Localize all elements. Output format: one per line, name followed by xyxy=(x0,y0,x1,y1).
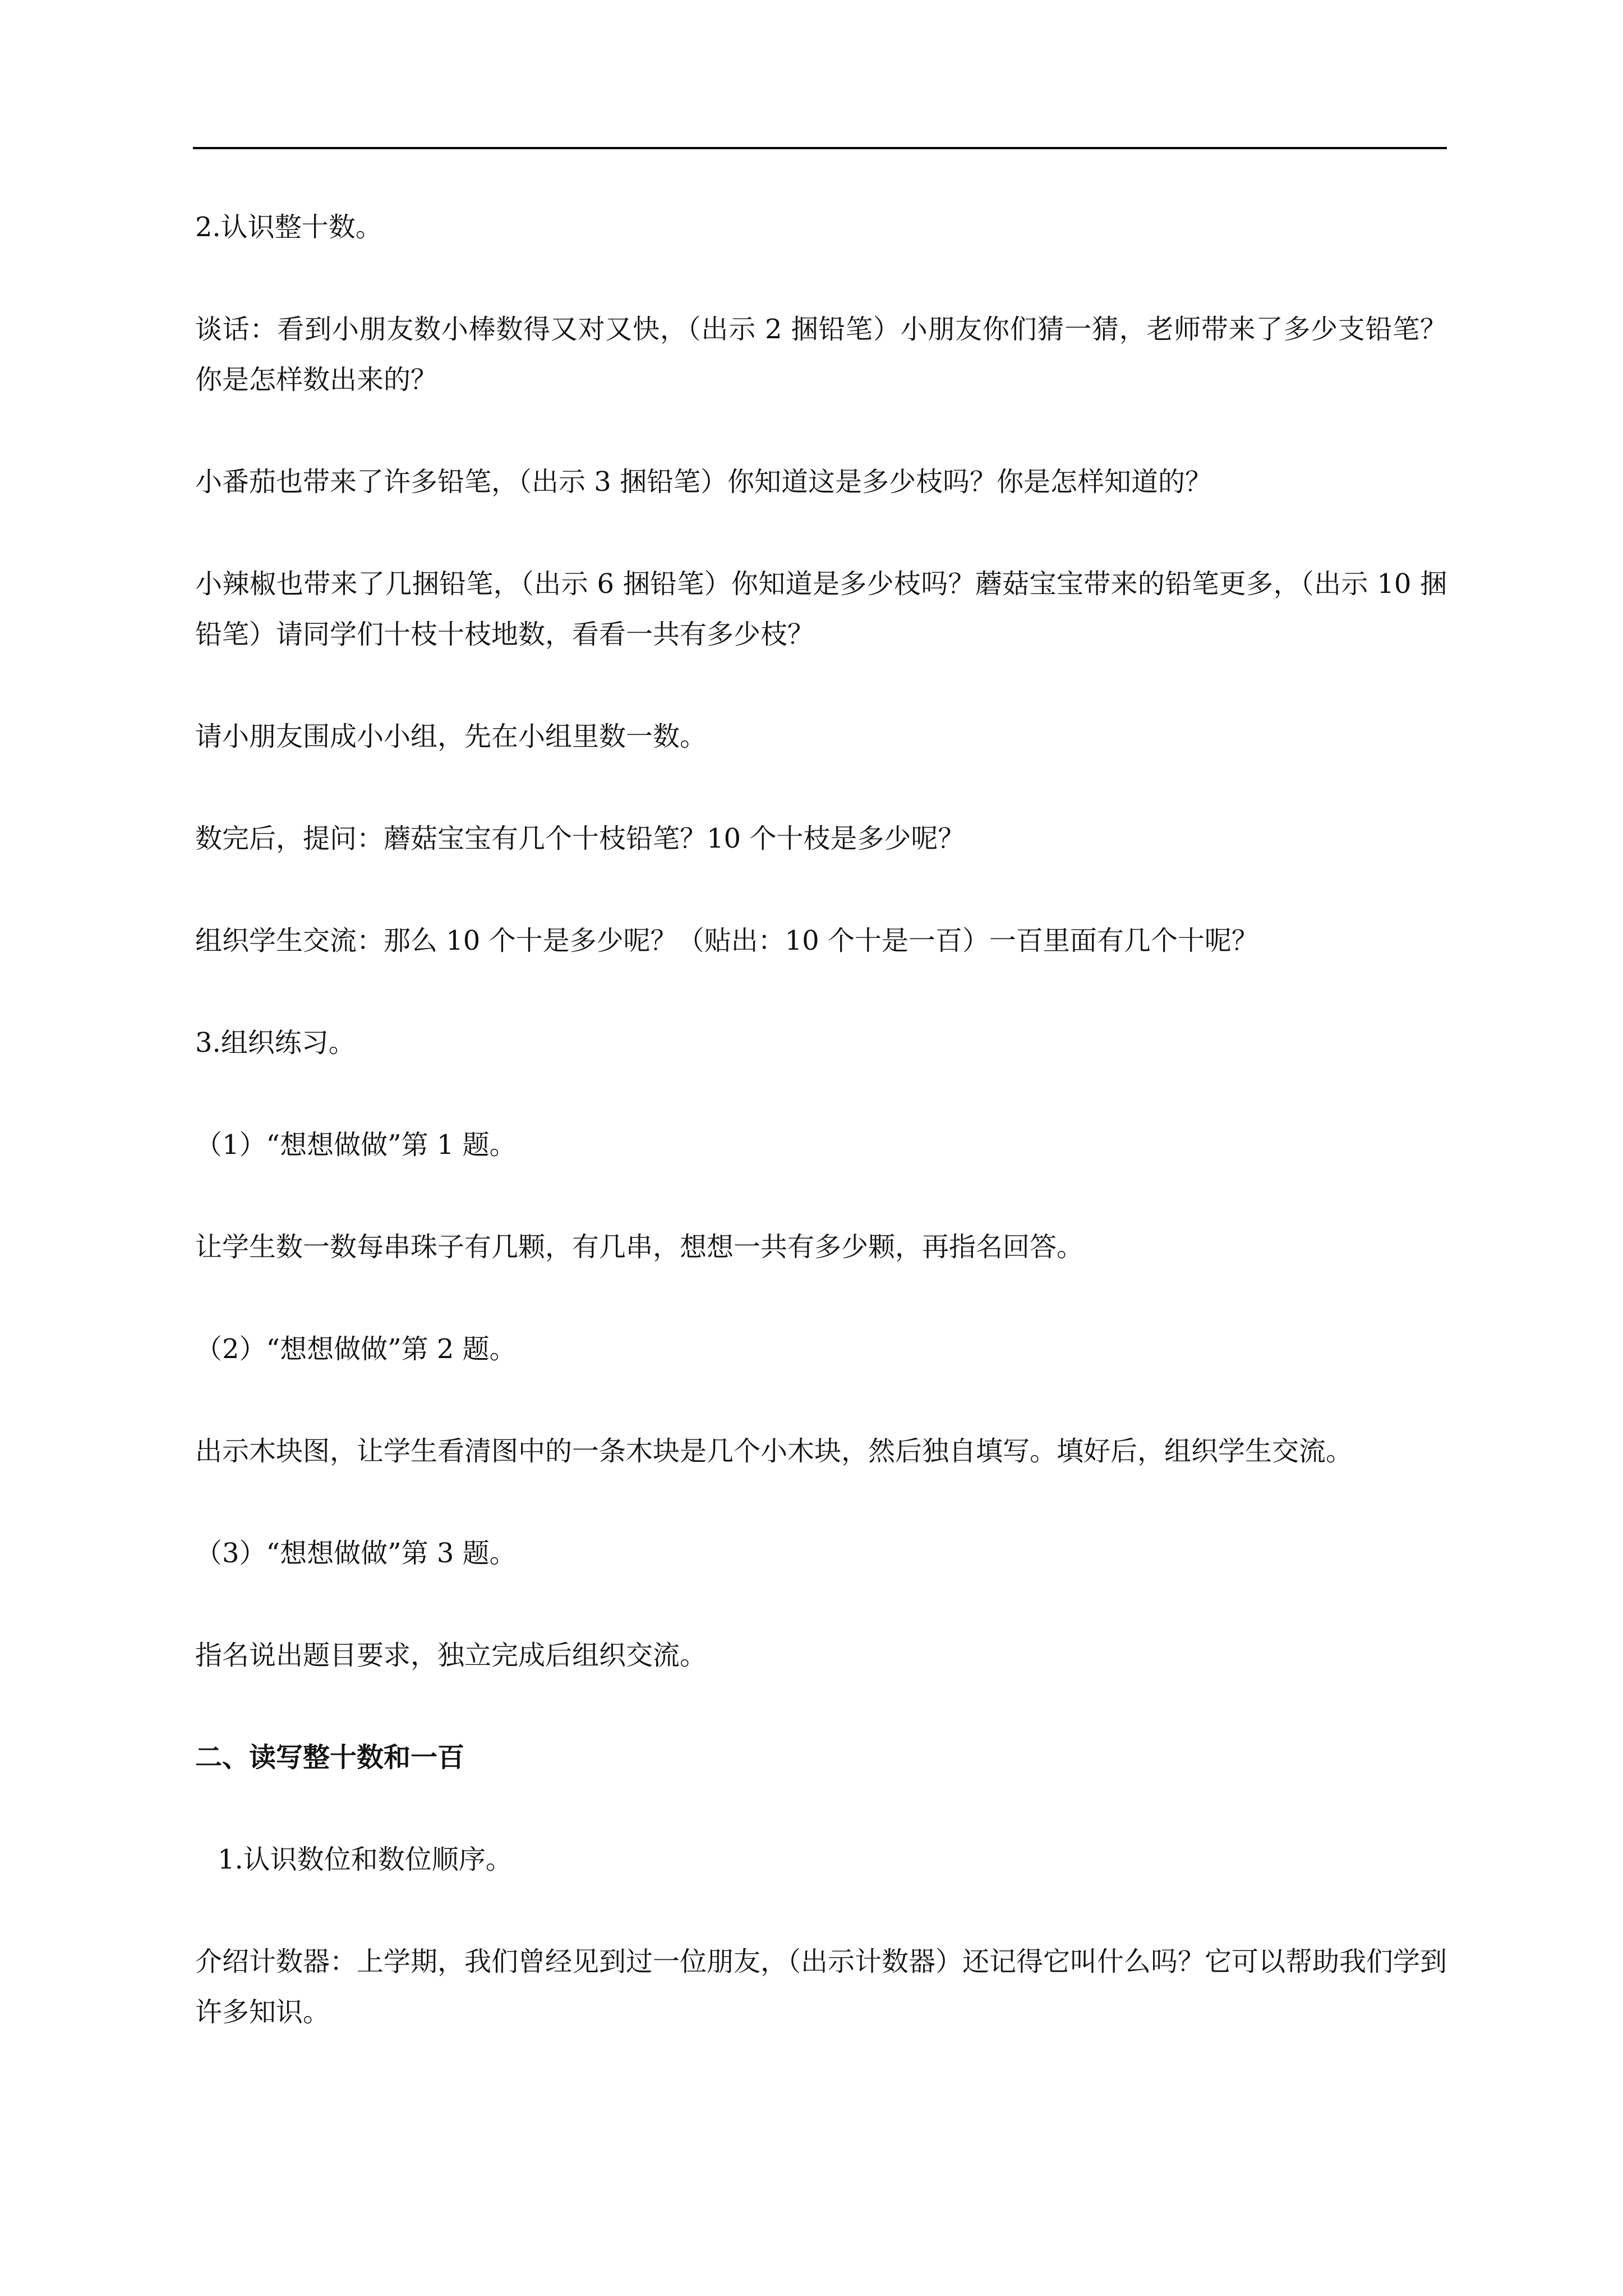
exercise-2-title: （2）“想想做做”第 2 题。 xyxy=(195,1333,517,1365)
document-body xyxy=(195,202,1447,2089)
paragraph-tomato-pencils: 小番茄也带来了许多铅笔，（出示 3 捆铅笔）你知道这是多少枝吗？你是怎样知道的？ xyxy=(195,466,1212,498)
paragraph-exchange-hundred: 组织学生交流：那么 10 个十是多少呢？（贴出：10 个十是一百）一百里面有几个十呢？ xyxy=(195,925,1258,956)
exercise-3-text: 指名说出题目要求，独立完成后组织交流。 xyxy=(195,1640,707,1671)
exercise-1-text: 让学生数一数每串珠子有几颗，有几串，想想一共有多少颗，再指名回答。 xyxy=(195,1231,1084,1263)
paragraph-abacus-intro: 介绍计数器：上学期，我们曾经见到过一位朋友，（出示计数器）还记得它叫什么吗？它可以帮助我们学到许多知识。 xyxy=(195,1946,1447,2028)
paragraph-question-tens: 数完后，提问：蘑菇宝宝有几个十枝铅笔？10 个十枝是多少呢？ xyxy=(195,823,965,854)
header-rule xyxy=(193,147,1447,149)
subheading-organize-practice: 3.组织练习。 xyxy=(195,1027,356,1059)
paragraph-pepper-pencils: 小辣椒也带来了几捆铅笔，（出示 6 捆铅笔）你知道是多少枝吗？蘑菇宝宝带来的铅笔更多，（出示 10 捆铅笔）请同学们十枝十枝地数，看看一共有多少枝？ xyxy=(195,568,1447,650)
paragraph-small-groups: 请小朋友围成小小组，先在小组里数一数。 xyxy=(195,721,707,752)
section-heading-read-write: 二、读写整十数和一百 xyxy=(195,1742,465,1773)
exercise-2-text: 出示木块图，让学生看清图中的一条木块是几个小木块，然后独自填写。填好后，组织学生交流。 xyxy=(195,1435,1353,1467)
subheading-digit-places: 1.认识数位和数位顺序。 xyxy=(218,1844,513,1875)
subheading-recognize-tens: 2.认识整十数。 xyxy=(195,211,382,243)
exercise-1-title: （1）“想想做做”第 1 题。 xyxy=(195,1129,517,1161)
exercise-3-title: （3）“想想做做”第 3 题。 xyxy=(195,1538,517,1569)
paragraph-talk-pencils: 谈话：看到小朋友数小棒数得又对又快，（出示 2 捆铅笔）小朋友你们猜一猜，老师带来了多少支铅笔？你是怎样数出来的？ xyxy=(195,314,1447,395)
